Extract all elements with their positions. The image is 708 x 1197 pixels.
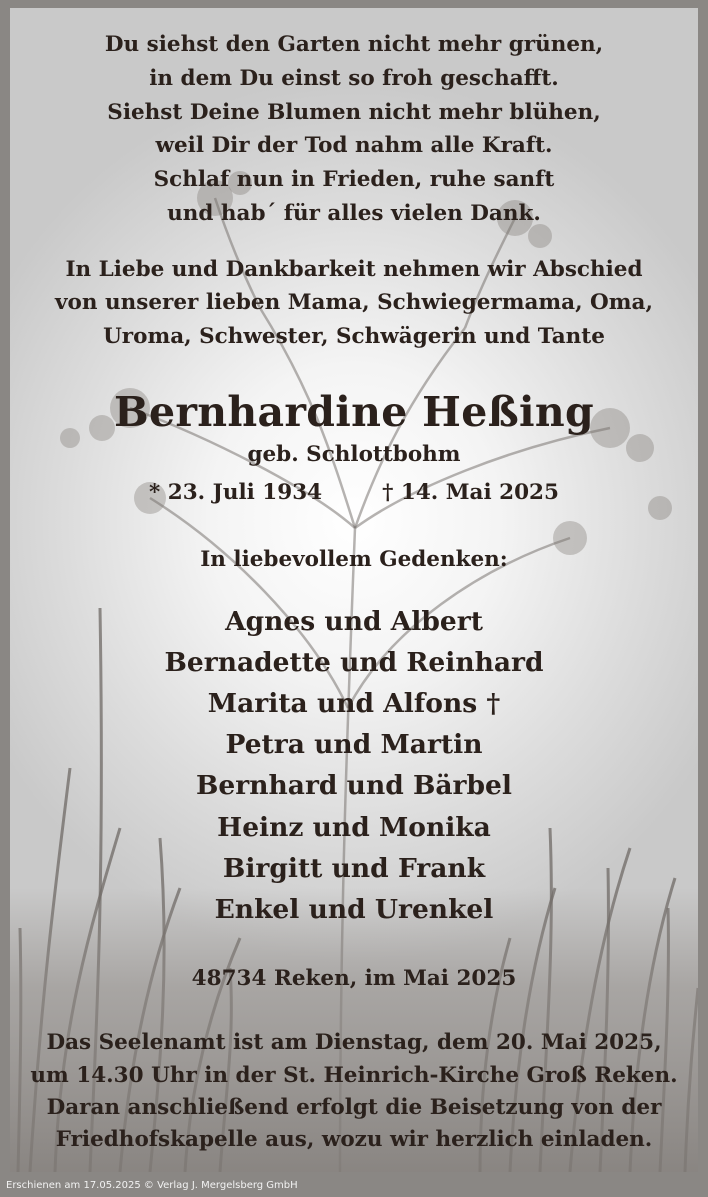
intro-line: von unserer lieben Mama, Schwiegermama, Oma, xyxy=(55,290,653,315)
family-member: Marita und Alfons † xyxy=(207,688,501,719)
maiden-name: geb. Schlottbohm xyxy=(247,442,461,467)
intro-line: Uroma, Schwester, Schwägerin und Tante xyxy=(103,324,605,349)
poem-line: Siehst Deine Blumen nicht mehr blühen, xyxy=(107,100,601,125)
deceased-name: Bernhardine Heßing xyxy=(114,388,594,436)
family-member: Heinz und Monika xyxy=(217,812,491,843)
family-member: Birgitt und Frank xyxy=(222,853,486,884)
service-line: Das Seelenamt ist am Dienstag, dem 20. Mai 2025, xyxy=(46,1030,662,1055)
family-member: Bernadette und Reinhard xyxy=(164,647,544,678)
family-member: Enkel und Urenkel xyxy=(214,894,494,925)
life-dates xyxy=(10,482,698,504)
family-member: Bernhard und Bärbel xyxy=(196,770,512,801)
poem-line: weil Dir der Tod nahm alle Kraft. xyxy=(155,133,553,158)
family-member: Petra und Martin xyxy=(225,729,483,760)
service-line: Friedhofskapelle aus, wozu wir herzlich einladen. xyxy=(55,1127,653,1152)
publication-footer: Erschienen am 17.05.2025 © Verlag J. Mergelsberg GmbH xyxy=(6,1180,298,1191)
poem-line: Du siehst den Garten nicht mehr grünen, xyxy=(104,32,604,57)
poem-line: Schlaf nun in Frieden, ruhe sanft xyxy=(153,167,555,192)
notice-text xyxy=(10,8,698,1172)
poem-line: und hab´ für alles vielen Dank. xyxy=(167,201,541,226)
obituary-notice xyxy=(10,8,698,1172)
place-and-date: 48734 Reken, im Mai 2025 xyxy=(191,966,517,991)
birth-date: * 23. Juli 1934 xyxy=(149,480,323,505)
service-line: um 14.30 Uhr in der St. Heinrich-Kirche Groß Reken. xyxy=(30,1063,678,1088)
service-line: Daran anschließend erfolgt die Beisetzung von der xyxy=(46,1095,662,1120)
memory-heading: In liebevollem Gedenken: xyxy=(200,547,508,572)
intro-line: In Liebe und Dankbarkeit nehmen wir Abschied xyxy=(65,257,643,282)
family-member: Agnes und Albert xyxy=(225,606,483,637)
poem-line: in dem Du einst so froh geschafft. xyxy=(149,66,559,91)
death-date: † 14. Mai 2025 xyxy=(382,480,559,505)
